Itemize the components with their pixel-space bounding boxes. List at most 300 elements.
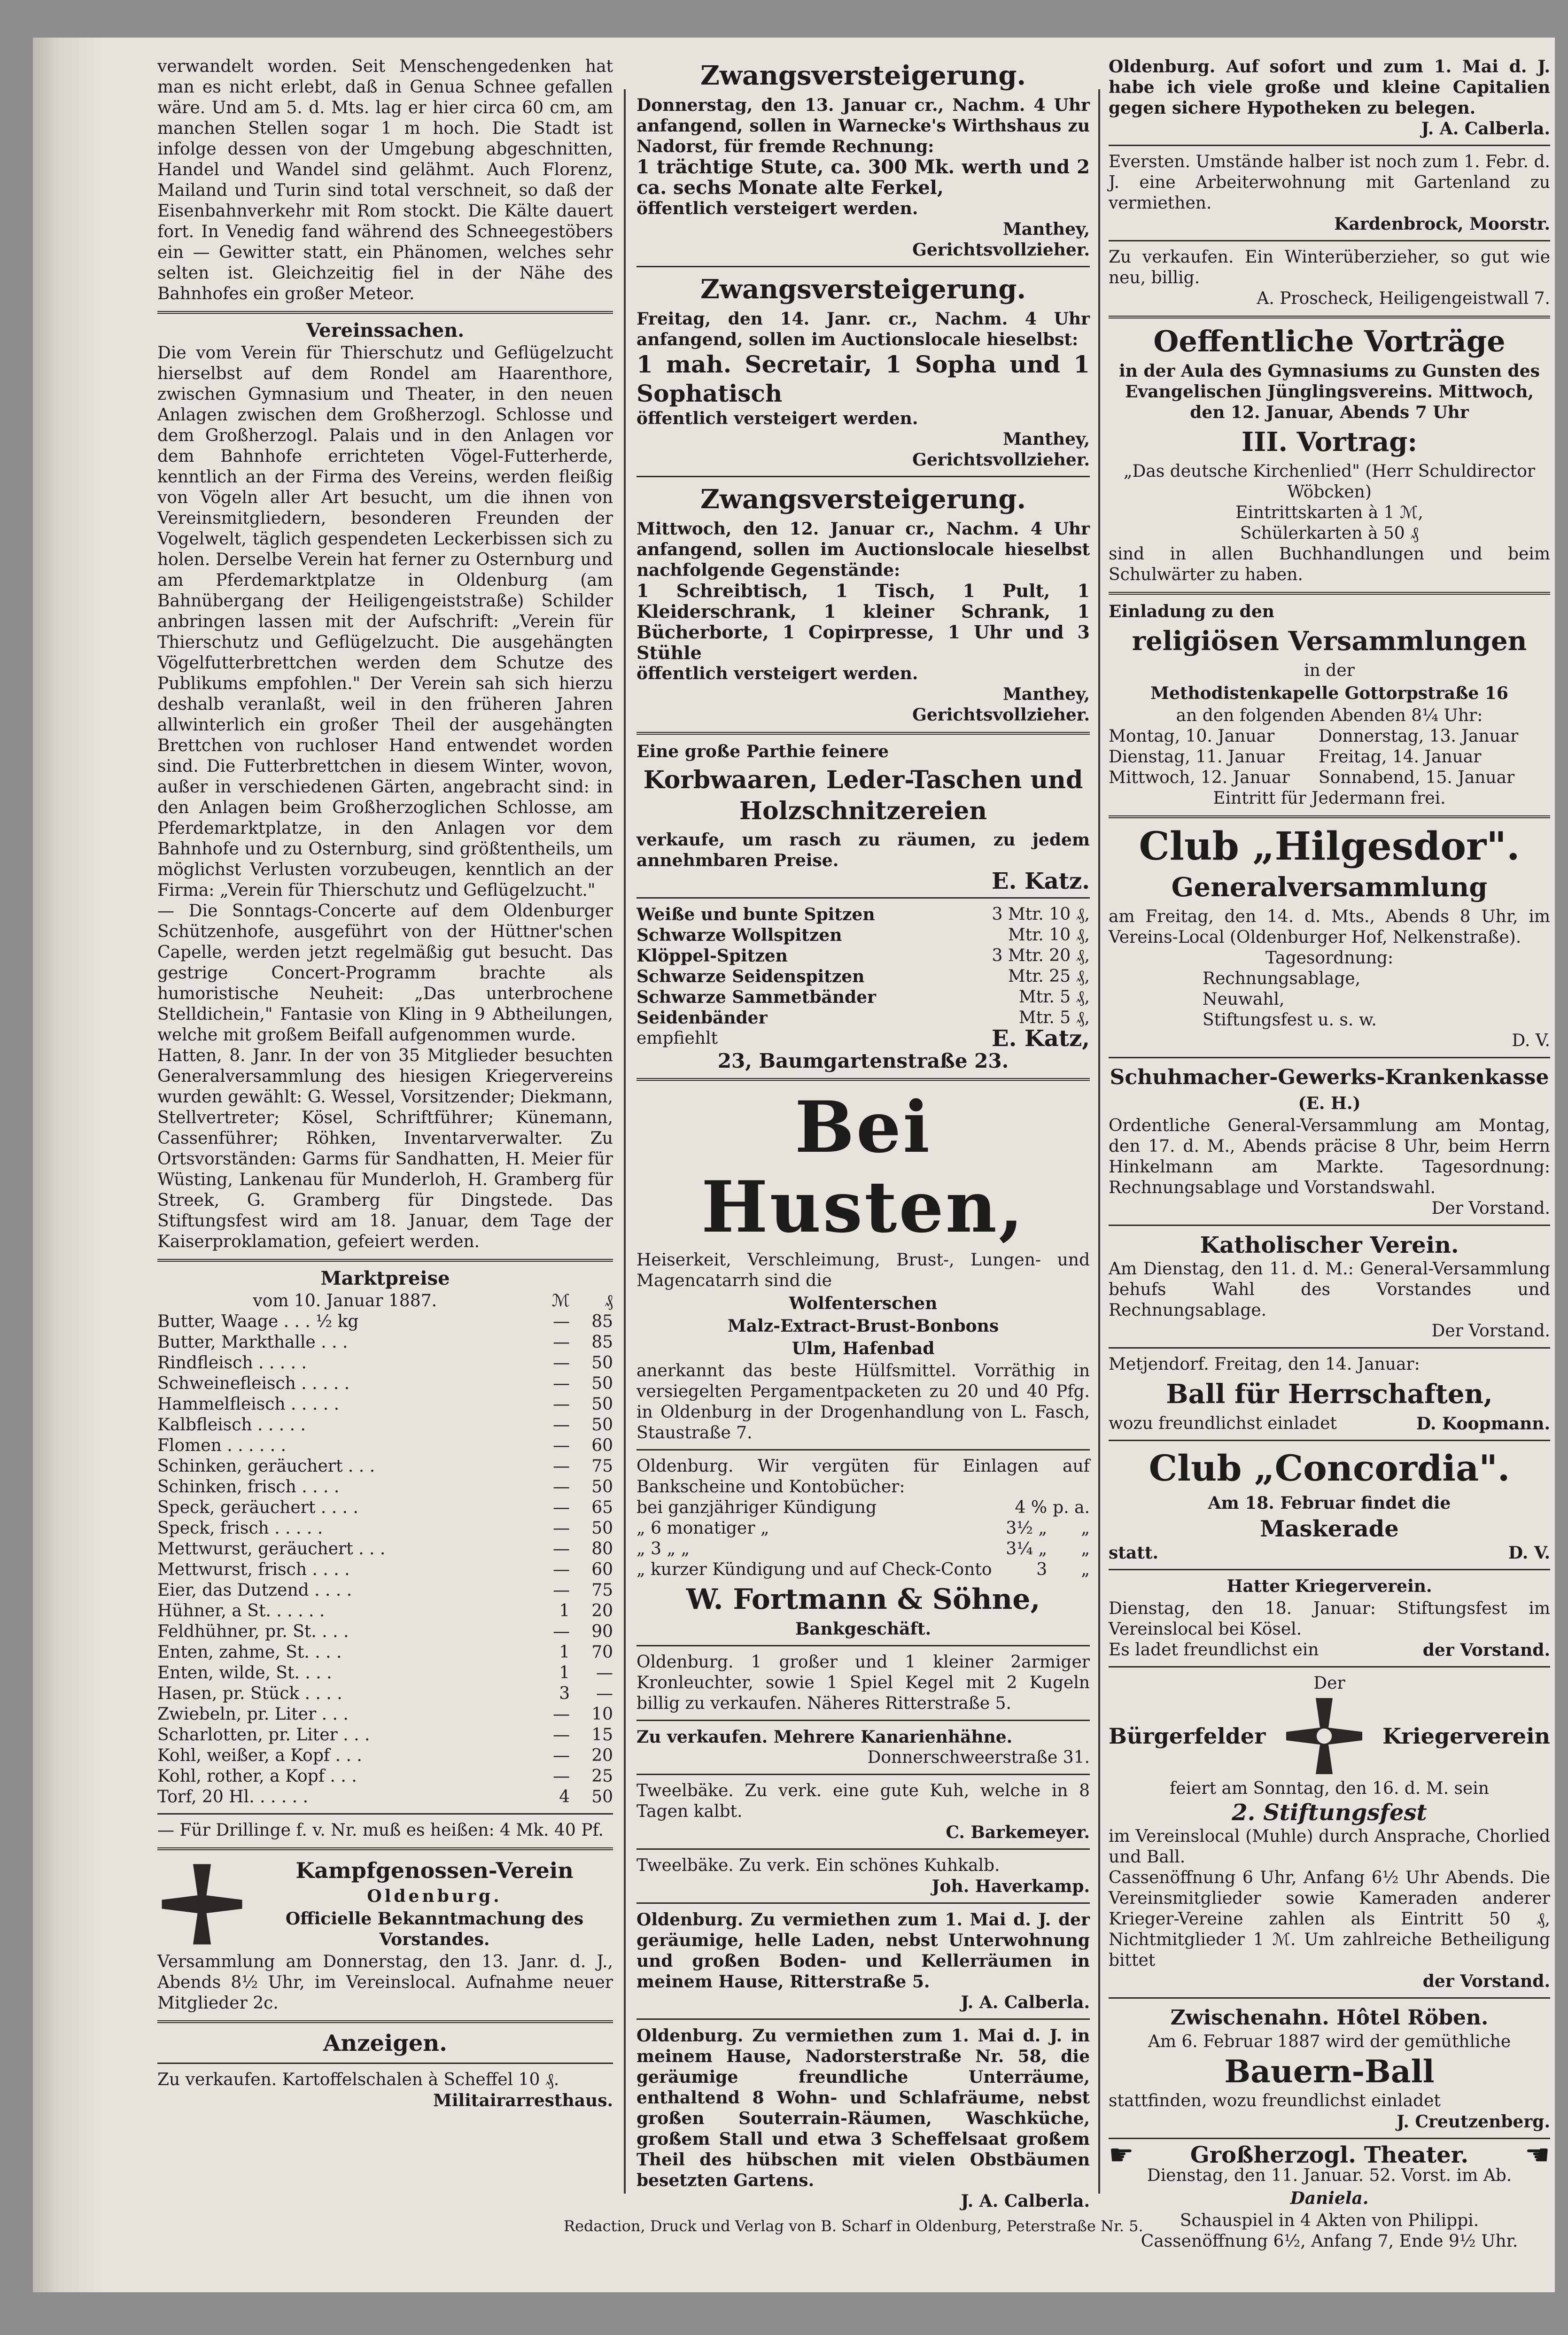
agenda-item: Stiftungsfest u. s. w. xyxy=(1203,1010,1377,1030)
divider xyxy=(1109,815,1550,818)
divider xyxy=(637,476,1090,477)
divider xyxy=(1109,1440,1550,1441)
divider xyxy=(637,266,1090,267)
markt-pf: 75 xyxy=(591,1581,613,1600)
column-1 xyxy=(157,56,613,2111)
ad-ueberzieher-sig: A. Proscheck, Heiligengeistwall 7. xyxy=(1257,289,1550,308)
husten-product-3: Ulm, Hafenbad xyxy=(792,1339,935,1358)
markt-pf: 65 xyxy=(591,1498,613,1517)
divider xyxy=(1109,2138,1550,2139)
markt-row xyxy=(157,1559,613,1580)
metjendorf-title: Ball für Herrschaften, xyxy=(1166,1379,1493,1410)
markt-row xyxy=(157,1415,613,1435)
bank-unit: p. a. xyxy=(1053,1498,1090,1517)
zwischenahn-title: Zwischenahn. Hôtel Röben. xyxy=(1170,2006,1489,2030)
ad-kuh-sig: C. Barkemeyer. xyxy=(946,1823,1090,1842)
bank-term: „ kurzer Kündigung und auf Check-Conto xyxy=(637,1560,992,1579)
intro-article: verwandelt worden. Seit Menschengedenken hat man es nicht erlebt, daß in Genua Schnee gefallen wäre. Und am 5. d. Mts. lag er hier circa 60 cm, am manchen Stellen sogar 1 m hoch. Die Stadt ist infolge dessen von der Umgebung abgeschnitten, Handel und Wandel sind gelähmt. Auch Florenz, Mailand und Turin sind total verschneit, so daß der Eisenbahnverkehr mit Rom stockt. Die Kälte dauert fort. In Venedig fand während des Schneegestöbers ein — Gewitter statt, ein Phänomen, welches sehr selten ist. Gleichzeitig fiel in der Nähe des Bahnhofes ein großer Meteor. xyxy=(157,57,613,303)
metjendorf-sig: D. Koopmann. xyxy=(1416,1414,1550,1434)
schuhmacher-text: Ordentliche General-Versammlung am Montag, den 17. d. M., Abends präcise 8 Uhr, beim Herrn Hinkelmann am Markte. Tagesordnung: Rechnungsablage und Vorstandswahl. xyxy=(1109,1116,1550,1197)
markt-item: Rindfleisch . . . . . xyxy=(157,1353,307,1373)
page-footer: Redaction, Druck und Verlag von B. Scharf in Oldenburg, Peterstraße Nr. 5. xyxy=(564,2217,1143,2235)
iron-cross-icon xyxy=(1282,1694,1366,1778)
schuhmacher-title: Schuhmacher-Gewerks-Krankenkasse xyxy=(1110,1065,1549,1089)
ad-kapital-sig: J. A. Calberla. xyxy=(1421,119,1550,139)
spitzen-row xyxy=(637,987,1090,1008)
markt-pf: 85 xyxy=(591,1333,613,1352)
verein-paragraph: — Die Sonntags-Concerte auf dem Oldenburger Schützenhofe, ausgeführt von der Hüttner'schen Capelle, werden jetzt regelmäßig gut besucht. Das gestrige Concert-Programm brachte als humoristische Neuheit: „Das unterbrochene Stelldichein," Fantasie von Kling in 9 Abtheilungen, welche mit großem Beifall aufgenommen wurde. xyxy=(157,901,613,1045)
anzeige-kartoffel: Zu verkaufen. Kartoffelschalen à Scheffel 10 ₰. xyxy=(157,2070,559,2089)
hatter-end: Es ladet freundlichst ein xyxy=(1109,1640,1319,1660)
markt-item: Zwiebeln, pr. Liter . . . xyxy=(157,1705,349,1724)
concordia-text: Am 18. Februar findet die xyxy=(1208,1493,1451,1513)
markt-row xyxy=(157,1787,613,1807)
markt-pf: 70 xyxy=(591,1643,613,1662)
ad-kuh: Tweelbäke. Zu verk. eine gute Kuh, welche in 8 Tagen kalbt. xyxy=(637,1781,1090,1821)
divider xyxy=(1109,316,1550,318)
buergerfelde-fest: 2. Stiftungsfest xyxy=(1232,1800,1427,1826)
anzeige-sender: Militairarresthaus. xyxy=(433,2091,613,2110)
vortrag-tickets: Eintrittskarten à 1 ℳ, xyxy=(1235,503,1423,522)
buergerfelde-text: feiert am Sonntag, den 16. d. M. sein xyxy=(1169,1779,1489,1798)
anzeigen-heading: Anzeigen. xyxy=(323,2030,447,2056)
divider xyxy=(1109,592,1550,595)
concordia-sig: D. V. xyxy=(1508,1543,1550,1563)
divider xyxy=(637,1449,1090,1451)
buergerfelde-header xyxy=(1109,1694,1550,1778)
husten-product-2: Malz-Extract-Brust-Bonbons xyxy=(727,1316,999,1336)
markt-row xyxy=(157,1373,613,1394)
ad-kapital: Oldenburg. Auf sofort und zum 1. Mai d. J. habe ich viele große und kleine Capitalien gegen sichere Hypotheken zu belegen. xyxy=(1109,57,1550,118)
markt-pf: 80 xyxy=(591,1539,613,1559)
katz-text: verkaufe, um rasch zu räumen, zu jedem annehmbaren Preise. xyxy=(637,830,1090,870)
markt-row xyxy=(157,1725,613,1745)
divider xyxy=(637,1645,1090,1646)
katz2-address: 23, Baumgartenstraße 23. xyxy=(717,1049,1009,1072)
theater-text: Dienstag, den 11. Januar. 52. Vorst. im Ab. xyxy=(1147,2166,1512,2185)
zwang-2-end: öffentlich versteigert werden. xyxy=(637,409,918,428)
vortrag-student-tickets: Schülerkarten à 50 ₰ xyxy=(1240,524,1419,543)
religion-day: Mittwoch, 12. Januar xyxy=(1109,768,1290,787)
markt-mark: — xyxy=(553,1767,570,1786)
divider xyxy=(637,897,1090,899)
ad-wohnung-sig: J. A. Calberla. xyxy=(961,2191,1090,2211)
signature-name: Manthey, xyxy=(1002,429,1090,449)
page-edge xyxy=(33,38,103,2292)
katholisch-sig: Der Vorstand. xyxy=(1431,1321,1550,1341)
divider xyxy=(637,732,1090,735)
empfiehlt-label: empfiehlt xyxy=(637,1029,718,1048)
religion-in: in der xyxy=(1304,661,1355,680)
markt-mark: — xyxy=(553,1746,570,1765)
bank-unit: „ xyxy=(1081,1539,1090,1559)
markt-mark: — xyxy=(553,1333,570,1352)
markt-item: Enten, wilde, St. . . . xyxy=(157,1663,332,1683)
market-prices-table xyxy=(157,1291,613,1807)
markt-item: Speck, frisch . . . . . xyxy=(157,1519,323,1538)
bank-row xyxy=(637,1497,1090,1518)
markt-item: Eier, das Dutzend . . . . xyxy=(157,1581,352,1600)
markt-mark: 1 xyxy=(559,1601,570,1621)
markt-pf: 60 xyxy=(591,1436,613,1455)
markt-item: Schweinefleisch . . . . . xyxy=(157,1374,350,1393)
markt-row xyxy=(157,1704,613,1725)
markt-row xyxy=(157,1580,613,1601)
religion-days-row xyxy=(1109,726,1550,747)
bank-unit: „ xyxy=(1081,1560,1090,1579)
signature-title: Gerichtsvollzieher. xyxy=(912,450,1090,470)
markt-row xyxy=(157,1332,613,1353)
theater-end: Cassenöffnung 6½, Anfang 7, Ende 9½ Uhr. xyxy=(1141,2232,1518,2251)
column-3 xyxy=(1109,56,1550,2252)
buergerfelde-sig: der Vorstand. xyxy=(1422,1971,1550,1991)
ad-laden: Oldenburg. Zu vermiethen zum 1. Mai d. J. der geräumige, helle Laden, nebst Unterwohnung und großen Boden- und Kellerräumen in meinem Hause, Ritterstraße 5. xyxy=(637,1910,1090,1992)
markt-row xyxy=(157,1621,613,1642)
markt-item: Enten, zahme, St. . . . xyxy=(157,1643,342,1662)
religion-days-row xyxy=(1109,768,1550,788)
schuhmacher-sub: (E. H.) xyxy=(1298,1094,1361,1113)
markt-row xyxy=(157,1311,613,1332)
religion-days-table xyxy=(1109,726,1550,788)
ad-ueberzieher: Zu verkaufen. Ein Winterüberzieher, so gut wie neu, billig. xyxy=(1109,248,1550,287)
spitzen-item: Schwarze Sammetbänder xyxy=(637,987,877,1007)
religion-day: Donnerstag, 13. Januar xyxy=(1318,727,1519,746)
zwang-2-text: Freitag, den 14. Janr. cr., Nachm. 4 Uhr anfangend, sollen im Auctionslocale hieselbst: xyxy=(637,309,1090,349)
concordia-statt: statt. xyxy=(1109,1543,1159,1563)
markt-pf: 50 xyxy=(591,1787,613,1807)
kampf-city: Oldenburg. xyxy=(367,1886,502,1906)
divider xyxy=(1109,240,1550,241)
spitzen-item: Klöppel-Spitzen xyxy=(637,946,788,966)
religion-title: religiösen Versammlungen xyxy=(1132,626,1527,657)
religion-day: Sonnabend, 15. Januar xyxy=(1318,768,1515,787)
markt-mark: — xyxy=(553,1312,570,1331)
markt-pf: 85 xyxy=(591,1312,613,1331)
signature-title: Gerichtsvollzieher. xyxy=(912,705,1090,725)
markt-row xyxy=(157,1601,613,1621)
hilgesdor-title: Club „Hilgesdor". xyxy=(1139,824,1520,869)
zwang-2-items: 1 mah. Secretair, 1 Sopha und 1 Sophatisch xyxy=(637,350,1090,407)
spitzen-price: 3 Mtr. 20 ₰, xyxy=(992,946,1090,965)
markt-item: Mettwurst, frisch . . . . xyxy=(157,1560,350,1579)
markt-head-mark: ℳ xyxy=(551,1291,570,1311)
zwischenahn-sig: J. Creutzenberg. xyxy=(1397,2112,1550,2132)
markt-row xyxy=(157,1518,613,1539)
hatter-text: Dienstag, den 18. Januar: Stiftungsfest im Vereinslocal bei Kösel. xyxy=(1109,1599,1550,1639)
markt-pf: 50 xyxy=(591,1477,613,1497)
markt-item: Kohl, weißer, a Kopf . . . xyxy=(157,1746,362,1765)
ad-kanarien: Zu verkaufen. Mehrere Kanarienhähne. xyxy=(637,1727,1013,1747)
verein-heading: Vereinssachen. xyxy=(306,319,465,341)
markt-date: vom 10. Januar 1887. xyxy=(253,1291,437,1311)
husten-rest: anerkannt das beste Hülfsmittel. Vorräthig in versiegelten Pergamentpacketen zu 20 und 40 Pfg. in Oldenburg in der Drogenhandlung von L. Fasch, Staustraße 7. xyxy=(637,1361,1090,1443)
religion-day: Dienstag, 11. Januar xyxy=(1109,747,1285,767)
hatter-sig: der Vorstand. xyxy=(1422,1640,1550,1660)
zwischenahn-text: Am 6. Februar 1887 wird der gemüthliche xyxy=(1148,2032,1511,2051)
katholisch-text: Am Dienstag, den 11. d. M.: General-Versammlung behufs Wahl des Vorstandes und Rechnungsablage. xyxy=(1109,1259,1550,1320)
bank-term: „ 3 „ „ xyxy=(637,1539,690,1559)
hilgesdor-sub: Generalversammlung xyxy=(1171,872,1488,903)
ad-kronleuchter: Oldenburg. 1 großer und 1 kleiner 2armiger Kronleuchter, sowie 1 Spiel Kegel mit 2 Kugeln billig zu verkaufen. Näheres Ritterstraße 5. xyxy=(637,1652,1090,1713)
hilgesdor-agenda xyxy=(1109,969,1550,1031)
column-rule xyxy=(624,89,626,2194)
divider xyxy=(157,2020,613,2023)
markt-mark: — xyxy=(553,1498,570,1517)
signature-name: Manthey, xyxy=(1002,684,1090,704)
markt-row xyxy=(157,1539,613,1559)
ad-laden-sig: J. A. Calberla. xyxy=(961,1993,1090,2012)
bank-rate: 3½ „ xyxy=(1006,1519,1048,1538)
hatter-title: Hatter Kriegerverein. xyxy=(1226,1576,1432,1596)
markt-mark: — xyxy=(553,1539,570,1559)
concordia-maskerade: Maskerade xyxy=(1260,1516,1399,1542)
spitzen-item: Seidenbänder xyxy=(637,1008,768,1028)
divider xyxy=(157,1847,613,1850)
husten-text: Heiserkeit, Verschleimung, Brust-, Lungen- und Magencatarrh sind die xyxy=(637,1250,1090,1290)
verein-paragraph: Die vom Verein für Thierschutz und Geflügelzucht hierselbst auf dem Rondel am Haarenthore, zwischen Gymnasium und Theater, in den neuen Anlagen zwischen dem Großherzogl. Schlosse und dem Großherzogl. Palais und in den Anlagen vor dem Bahnhofe errichteten Vögel-Futterherde, kenntlich an der Firma des Vereins, werden fleißig von Vögeln aller Art besucht, um die ihnen von Vereinsmitgliedern, besonderen Freunden der Vogelwelt, täglich gespendeten Leckerbissen sich zu holen. Derselbe Verein hat ferner zu Osternburg und am Pferdemarktplatze in Oldenburg (am Bahnübergang der Heiligengeiststraße) Schilder anbringen lassen mit der Aufschrift: „Verein für Thierschutz und Geflügelzucht. Die ausgehängten Vögelfutterbrettchen werden dem Schutze des Publikums empfohlen." Der Verein sah sich hierzu deshalb veranlaßt, weil in den früheren Jahren allwinterlich ein großer Theil der ausgehängten Brettchen von ruchloser Hand entwendet worden sind. Die Futterbrettchen in diesem Winter, wovon, außer in verschiedenen Gärten, angebracht sind: in den Anlagen beim Großherzoglichen Schlosse, am Pferdemarktplatze, in den Anlagen vor dem Bahnhofe und zu Osternburg, sind größtentheils, um möglichst Verlusten vorzubeugen, kenntlich an der Firma: „Verein für Thierschutz und Geflügelzucht." xyxy=(157,343,613,900)
kampf-text: Versammlung am Donnerstag, den 13. Janr. d. J., Abends 8½ Uhr, im Vereinslocal. Aufnahme neuer Mitglieder 2c. xyxy=(157,1952,613,2013)
kampf-sub: Officielle Bekanntmachung des Vorstandes. xyxy=(285,1909,584,1949)
spitzen-row xyxy=(637,966,1090,987)
religion-place: Methodistenkapelle Gottorpstraße 16 xyxy=(1150,683,1508,703)
spitzen-item: Weiße und bunte Spitzen xyxy=(637,905,875,924)
column-rule xyxy=(1098,89,1100,2194)
markt-item: Schinken, geräuchert . . . xyxy=(157,1457,375,1476)
divider xyxy=(637,1902,1090,1904)
markt-pf: — xyxy=(596,1663,613,1683)
ad-kuhkalb-sig: Joh. Haverkamp. xyxy=(931,1877,1090,1896)
agenda-item: Rechnungsablage, xyxy=(1203,969,1361,988)
bank-name: W. Fortmann & Söhne, xyxy=(686,1583,1040,1616)
markt-pf: 50 xyxy=(591,1395,613,1414)
theater-title: Großherzogl. Theater. xyxy=(1190,2142,1469,2168)
verein-paragraph: Hatten, 8. Janr. In der von 35 Mitglieder besuchten Generalversammlung des hiesigen Kriegervereins wurden gewählt: G. Wessel, Vorsitzender; Diekmann, Stellvertreter; Kösel, Schriftführer; Künemann, Cassenführer; Röhken, Inventarverwalter. Zu Ortsvorständen: Garms für Sandhatten, H. Meier für Wüsting, Lankenau für Munderloh, H. Gramberg für Streek, G. Gramberg für Dingstede. Das Stiftungsfest wird am 18. Januar, dem Tage der Kaiserproklamation, gefeiert werden. xyxy=(157,1046,613,1251)
divider xyxy=(637,1078,1090,1081)
markt-row xyxy=(157,1353,613,1373)
column-2 xyxy=(637,56,1090,2211)
markt-mark: — xyxy=(553,1395,570,1414)
markt-mark: — xyxy=(553,1560,570,1579)
concordia-row xyxy=(1109,1543,1550,1563)
markt-pf: 75 xyxy=(591,1457,613,1476)
markt-pf: 50 xyxy=(591,1415,613,1435)
divider xyxy=(157,2063,613,2064)
divider xyxy=(1109,1225,1550,1226)
markt-row xyxy=(157,1477,613,1497)
hilgesdor-agenda-label: Tagesordnung: xyxy=(1265,948,1394,968)
markt-pf: 20 xyxy=(591,1601,613,1621)
hilgesdor-text: am Freitag, den 14. d. Mts., Abends 8 Uhr, im Vereins-Local (Oldenburger Hof, Nelkenstraße). xyxy=(1109,907,1550,947)
markt-mark: — xyxy=(553,1374,570,1393)
markt-pf: 25 xyxy=(591,1767,613,1786)
markt-mark: — xyxy=(553,1436,570,1455)
markt-mark: — xyxy=(553,1581,570,1600)
bank-term: „ 6 monatiger „ xyxy=(637,1519,769,1538)
markt-item: Butter, Waage . . . ½ kg xyxy=(157,1312,359,1331)
katz-name: E. Katz. xyxy=(992,868,1090,894)
bank-sub: Bankgeschäft. xyxy=(795,1619,931,1639)
religion-intro: Einladung zu den xyxy=(1109,602,1274,621)
vortrag-end: sind in allen Buchhandlungen und beim Schulwärter zu haben. xyxy=(1109,544,1550,584)
markt-item: Speck, geräuchert . . . . xyxy=(157,1498,358,1517)
zwischenahn-ball: Bauern-Ball xyxy=(1224,2053,1435,2090)
bank-unit: „ xyxy=(1081,1519,1090,1538)
buergerfelde-left: Bürgerfelder xyxy=(1109,1723,1266,1749)
zwang-3-items: 1 Schreibtisch, 1 Tisch, 1 Pult, 1 Kleiderschrank, 1 kleiner Schrank, 1 Bücherborte, 1 Copirpresse, 1 Uhr und 3 Stühle xyxy=(637,580,1090,663)
bank-rate: 3 xyxy=(1036,1560,1048,1579)
religion-free: Eintritt für Jedermann frei. xyxy=(1213,789,1446,808)
spitzen-price: Mtr. 5 ₰, xyxy=(1018,987,1090,1007)
markt-row xyxy=(157,1642,613,1663)
ad-arbeiterwohnung: Eversten. Umstände halber ist noch zum 1. Febr. d. J. eine Arbeiterwohnung mit Gartenland zu vermiethen. xyxy=(1109,152,1550,213)
markt-mark: — xyxy=(553,1415,570,1435)
pointing-hand-icon: ☛ xyxy=(1109,2139,1134,2172)
bank-rate: 3¼ „ xyxy=(1006,1539,1048,1559)
zwang-1-end: öffentlich versteigert werden. xyxy=(637,199,918,218)
bank-rate: 4 % xyxy=(1015,1498,1048,1517)
markt-pf: 50 xyxy=(591,1374,613,1393)
theater-header xyxy=(1109,2139,1550,2172)
markt-pf: 50 xyxy=(591,1353,613,1373)
divider xyxy=(157,311,613,314)
markt-item: Mettwurst, geräuchert . . . xyxy=(157,1539,386,1559)
bank-table xyxy=(637,1497,1090,1580)
markt-mark: — xyxy=(553,1519,570,1538)
spitzen-price: Mtr. 5 ₰, xyxy=(1018,1008,1090,1027)
bank-term: bei ganzjähriger Kündigung xyxy=(637,1498,877,1517)
signature-title: Gerichtsvollzieher. xyxy=(912,240,1090,260)
spitzen-item: Schwarze Seidenspitzen xyxy=(637,967,865,986)
zwang-1-items: 1 trächtige Stute, ca. 300 Mk. werth und 2 ca. sechs Monate alte Ferkel, xyxy=(637,156,1090,199)
divider xyxy=(157,1259,613,1262)
katz2-row xyxy=(637,1025,1090,1052)
markt-row xyxy=(157,1745,613,1766)
markt-item: Hammelfleisch . . . . . xyxy=(157,1395,340,1414)
markt-row xyxy=(157,1394,613,1415)
markt-pf: 60 xyxy=(591,1560,613,1579)
religion-day: Freitag, 14. Januar xyxy=(1318,747,1482,767)
ad-kanarien-address: Donnerschweerstraße 31. xyxy=(867,1748,1090,1767)
markt-item: Torf, 20 Hl. . . . . . xyxy=(157,1787,309,1807)
markt-pf: 20 xyxy=(591,1746,613,1765)
markt-mark: 1 xyxy=(559,1663,570,1683)
spitzen-row xyxy=(637,946,1090,966)
markt-item: Kohl, rother, a Kopf . . . xyxy=(157,1767,357,1786)
agenda-item: Neuwahl, xyxy=(1203,990,1285,1009)
religion-when: an den folgenden Abenden 8¼ Uhr: xyxy=(1176,706,1483,725)
markt-mark: — xyxy=(553,1725,570,1745)
markt-row xyxy=(157,1766,613,1787)
divider xyxy=(637,1848,1090,1850)
vortrag-text: in der Aula des Gymnasiums zu Gunsten des Evangelischen Jünglingsvereins. Mittwoch, den 12. Januar, Abends 7 Uhr xyxy=(1119,361,1540,422)
vortrag-number: III. Vortrag: xyxy=(1241,427,1418,458)
markt-mark: — xyxy=(553,1457,570,1476)
zwang-1-title: Zwangsversteigerung. xyxy=(700,60,1026,91)
markt-pf: 90 xyxy=(591,1622,613,1641)
markt-item: Kalbfleisch . . . . . xyxy=(157,1415,306,1435)
markt-mark: — xyxy=(553,1353,570,1373)
buergerfelde-right: Kriegerverein xyxy=(1382,1723,1550,1749)
zwang-3-text: Mittwoch, den 12. Januar cr., Nachm. 4 Uhr anfangend, sollen im Auctionslocale hieselbst nachfolgende Gegenstände: xyxy=(637,519,1090,580)
markt-item: Hühner, a St. . . . . . xyxy=(157,1601,325,1621)
markt-pf: 50 xyxy=(591,1519,613,1538)
markt-item: Flomen . . . . . . xyxy=(157,1436,287,1455)
zwang-3-title: Zwangsversteigerung. xyxy=(700,484,1026,515)
divider xyxy=(637,1720,1090,1721)
markt-row xyxy=(157,1456,613,1477)
hilgesdor-sig: D. V. xyxy=(1512,1031,1550,1050)
markt-mark: 1 xyxy=(559,1643,570,1662)
pointing-hand-icon: ☛ xyxy=(1525,2139,1550,2172)
iron-cross-icon xyxy=(157,1860,247,1949)
markt-heading: Marktpreise xyxy=(320,1267,450,1289)
divider xyxy=(1109,1057,1550,1058)
concordia-title: Club „Concordia". xyxy=(1149,1447,1510,1489)
kampf-title: Kampfgenossen-Verein xyxy=(295,1858,574,1883)
theater-sub: Schauspiel in 4 Akten von Philippi. xyxy=(1180,2211,1479,2230)
ad-kuhkalb: Tweelbäke. Zu verk. Ein schönes Kuhkalb. xyxy=(637,1856,1000,1875)
katz2-name: E. Katz, xyxy=(992,1025,1090,1052)
markt-pf: 10 xyxy=(591,1705,613,1724)
schuhmacher-sig: Der Vorstand. xyxy=(1431,1199,1550,1218)
markt-item: Scharlotten, pr. Liter . . . xyxy=(157,1725,370,1745)
hatter-row xyxy=(1109,1640,1550,1660)
katz-intro: Eine große Parthie feinere xyxy=(637,742,889,761)
theater-play: Daniela. xyxy=(1290,2188,1369,2208)
markt-item: Schinken, frisch . . . . xyxy=(157,1477,340,1497)
drillinge-note: — Für Drillinge f. v. Nr. muß es heißen: 4 Mk. 40 Pf. xyxy=(157,1821,604,1840)
spitzen-price: Mtr. 25 ₰, xyxy=(1008,967,1090,986)
markt-item: Feldhühner, pr. St. . . . xyxy=(157,1622,349,1641)
husten-headline: Bei Husten, xyxy=(701,1086,1025,1249)
divider xyxy=(1109,1666,1550,1668)
zwischenahn-text2: stattfinden, wozu freundlichst einladet xyxy=(1109,2091,1441,2110)
markt-mark: 3 xyxy=(559,1684,570,1703)
vortrag-title: Oeffentliche Vorträge xyxy=(1153,324,1506,358)
spitzen-row xyxy=(637,904,1090,925)
markt-head-pf: ₰ xyxy=(605,1291,613,1311)
buergerfelde-der: Der xyxy=(1313,1674,1345,1693)
bank-intro: Oldenburg. Wir vergüten für Einlagen auf Bankscheine und Kontobücher: xyxy=(637,1457,1090,1497)
spitzen-price: 3 Mtr. 10 ₰, xyxy=(992,905,1090,924)
markt-pf: — xyxy=(596,1684,613,1703)
divider xyxy=(1109,1347,1550,1349)
markt-item: Butter, Markthalle . . . xyxy=(157,1333,348,1352)
markt-mark: — xyxy=(553,1705,570,1724)
spitzen-row xyxy=(637,925,1090,946)
divider xyxy=(637,1774,1090,1775)
katz-headline: Korbwaaren, Leder-Taschen und Holzschnitzereien xyxy=(643,766,1083,825)
bank-row xyxy=(637,1539,1090,1559)
vortrag-topic: „Das deutsche Kirchenlied" (Herr Schuldirector Wöbcken) xyxy=(1123,462,1536,502)
divider xyxy=(1109,145,1550,146)
katholisch-title: Katholischer Verein. xyxy=(1200,1232,1459,1258)
buergerfelde-text2: im Vereinslocal (Muhle) durch Ansprache, Chorlied und Ball. xyxy=(1109,1827,1550,1867)
spitzen-item: Schwarze Wollspitzen xyxy=(637,925,842,945)
markt-row xyxy=(157,1683,613,1704)
religion-day: Montag, 10. Januar xyxy=(1109,727,1275,746)
bank-row xyxy=(637,1559,1090,1580)
markt-mark: — xyxy=(553,1477,570,1497)
divider xyxy=(637,2018,1090,2020)
markt-row xyxy=(157,1663,613,1683)
markt-row xyxy=(157,1435,613,1456)
zwang-2-title: Zwangsversteigerung. xyxy=(700,274,1026,305)
markt-mark: 4 xyxy=(559,1787,570,1807)
metjendorf-intro: Metjendorf. Freitag, den 14. Januar: xyxy=(1109,1355,1420,1374)
markt-row xyxy=(157,1497,613,1518)
divider xyxy=(1109,1569,1550,1570)
